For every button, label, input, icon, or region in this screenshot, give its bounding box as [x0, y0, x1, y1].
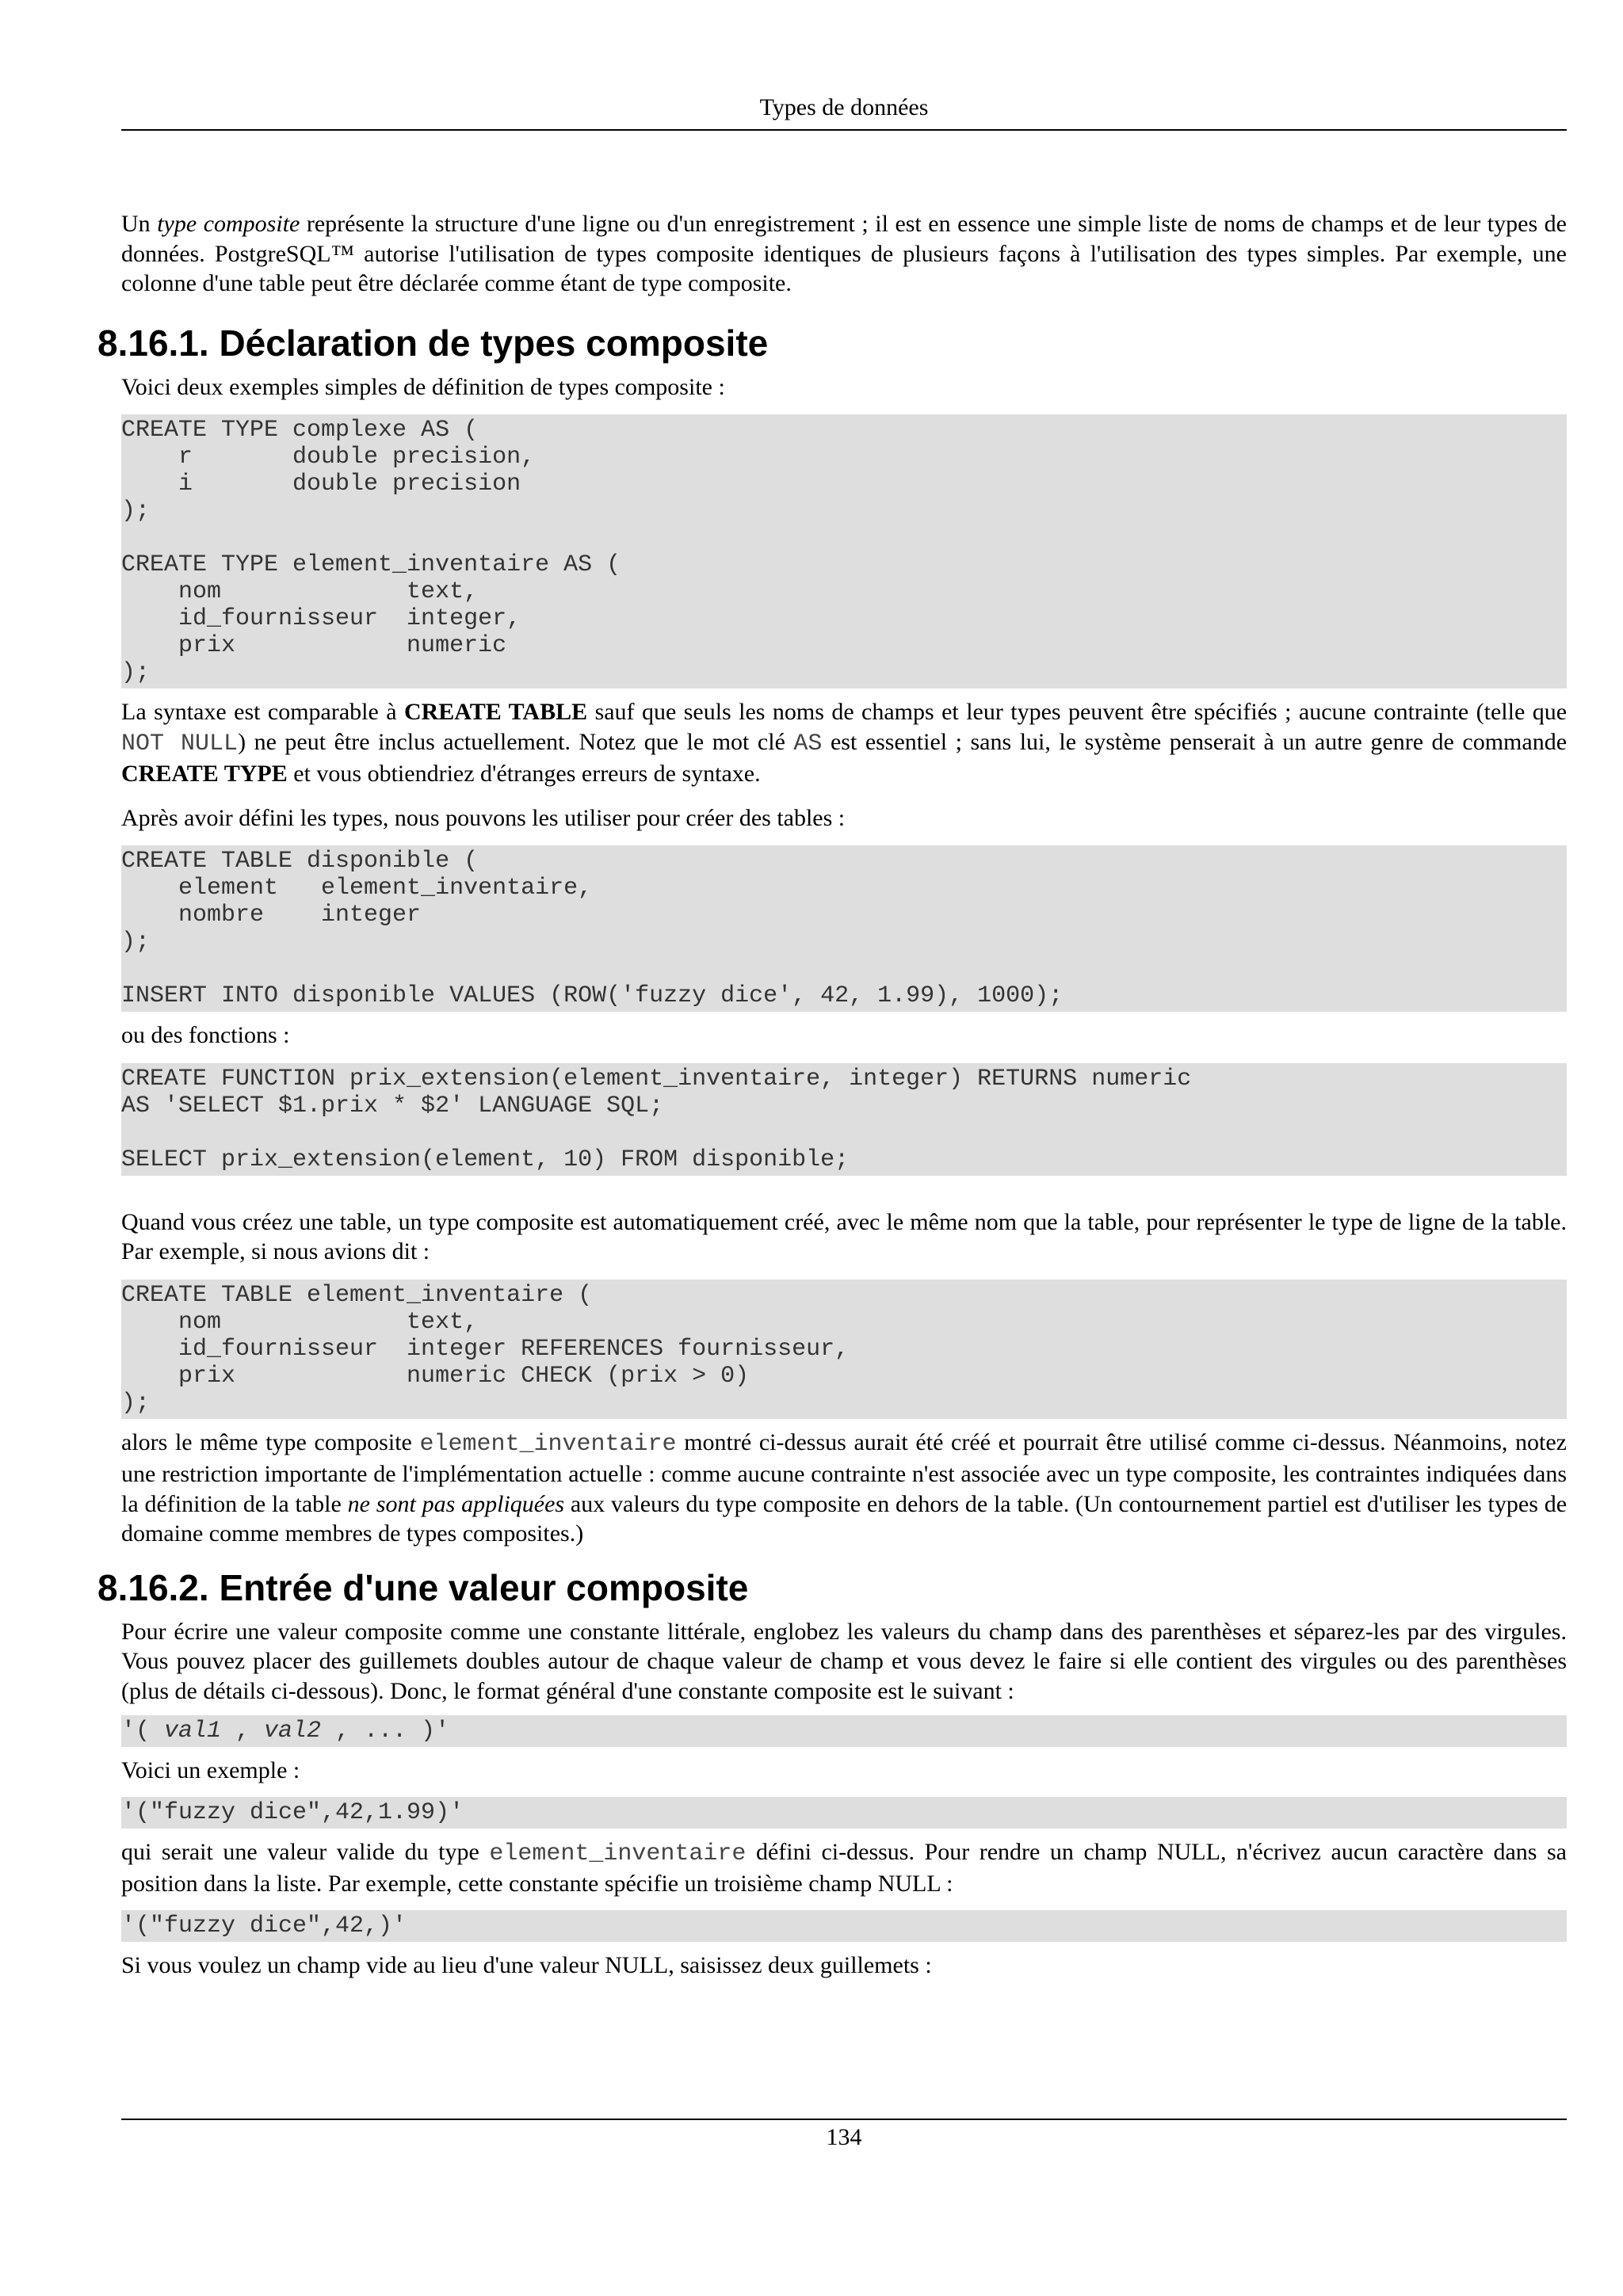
empty-field-paragraph: Si vous voulez un champ vide au lieu d'une valeur NULL, saisissez deux guillemets :	[121, 1951, 932, 1978]
code-block-create-table-element: CREATE TABLE element_inventaire ( nom text, id_fournisseur integer REFERENCES fournisseur, prix numeric CHECK (prix > 0) );	[121, 1280, 1567, 1419]
intro-emphasis: type composite	[157, 211, 300, 237]
restriction-emphasis: ne sont pas appliquées	[347, 1490, 565, 1517]
syntax-bold-create-type: CREATE TYPE	[121, 761, 288, 787]
syntax-text-d: ) ne peut être inclus actuellement. Notez que le mot clé	[238, 728, 794, 755]
format-val2: val2	[264, 1718, 322, 1745]
restriction-code: element_inventaire	[419, 1430, 677, 1458]
syntax-text-c: sauf que seuls les noms de champs et leur types peuvent être spécifiés ; aucune contrainte (telle que	[587, 699, 1568, 725]
syntax-paragraph	[121, 697, 1567, 789]
valid-value-paragraph	[121, 1837, 1567, 1899]
valid-text-a: qui serait une valeur valide du type	[121, 1838, 490, 1865]
valid-text-b: défini ci-dessus. Pour rendre un champ NULL, n'écrivez aucun caractère dans sa position dans la liste. Par exemple, cette constante spécifie un troisième champ NULL :	[121, 1838, 1567, 1897]
format-close: , ... )'	[321, 1718, 450, 1745]
restriction-paragraph	[121, 1428, 1567, 1549]
code-block-null-example: '("fuzzy dice",42,)'	[121, 1910, 1567, 1942]
table-type-paragraph: Quand vous créez une table, un type composite est automatiquement créé, avec le même nom que la table, pour représenter le type de ligne de la table. Par exemple, si nous avions dit :	[121, 1208, 1567, 1264]
code-block-create-type: CREATE TYPE complexe AS ( r double precision, i double precision ); CREATE TYPE element_inventaire AS ( nom text, id_fournisseur integer, prix numeric );	[121, 414, 1567, 688]
intro-text-a: Un	[121, 211, 158, 237]
restriction-text-c: aux valeurs du type composite en dehors de la table. (Un contournement partiel est d'utiliser les types de domaine comme membres de types composites.)	[121, 1490, 1568, 1547]
example-paragraph: Voici un exemple :	[121, 1757, 300, 1783]
section2-intro-paragraph: Pour écrire une valeur composite comme une constante littérale, englobez les valeurs du champ dans des parenthèses et séparez-les par des virgules. Vous pouvez placer des guillemets doubles autour de chaque valeur de champ et vous devez le faire si elle contient des virgules ou des parenthèses (plus de détails ci-dessous). Donc, le format général d'une constante composite est le suivant :	[121, 1618, 1567, 1704]
code-block-create-function: CREATE FUNCTION prix_extension(element_inventaire, integer) RETURNS numeric AS 'SELECT $1.prix * $2' LANGUAGE SQL; SELECT prix_extension(element, 10) FROM disponible;	[121, 1063, 1567, 1176]
header-rule	[121, 129, 1567, 131]
section-heading-8-16-1: 8.16.1. Déclaration de types composite	[97, 322, 769, 364]
syntax-bold-create-table: CREATE TABLE	[403, 699, 588, 725]
code-block-example: '("fuzzy dice",42,1.99)'	[121, 1797, 1567, 1829]
code-block-create-table-disponible: CREATE TABLE disponible ( element element_inventaire, nombre integer ); INSERT INTO disponible VALUES (ROW('fuzzy dice', 42, 1.99), 1000);	[121, 845, 1567, 1012]
functions-paragraph: ou des fonctions :	[121, 1022, 290, 1048]
code-block-format	[121, 1715, 1567, 1747]
syntax-code-as: AS	[793, 730, 823, 757]
format-open: '(	[121, 1718, 165, 1745]
page-content	[97, 209, 1568, 1980]
restriction-text-b: montré ci-dessus aurait été créé et pourrait être utilisé comme ci-dessus. Néanmoins, notez une restriction importante de l'implémentation actuelle : comme aucune contrainte n'est associée avec un type composite, les contraintes indiquées dans la définition de la table	[121, 1428, 1567, 1517]
syntax-code-not-null: NOT NULL	[121, 730, 239, 757]
syntax-text-a: La syntaxe est comparable à	[121, 699, 404, 725]
after-definition-paragraph: Après avoir défini les types, nous pouvons les utiliser pour créer des tables :	[121, 804, 846, 831]
running-header: Types de données	[759, 94, 929, 120]
syntax-text-e: est essentiel ; sans lui, le système penserait à un autre genre de commande	[822, 728, 1568, 755]
intro-paragraph	[121, 209, 1567, 299]
section-heading-8-16-2: 8.16.2. Entrée d'une valeur composite	[97, 1566, 749, 1608]
footer-rule	[121, 2119, 1567, 2120]
intro-text-b: représente la structure d'une ligne ou d'un enregistrement ; il est en essence une simple liste de noms de champs et de leur types de données. PostgreSQL™ autorise l'utilisation de types composite identiques de plusieurs façons à l'utilisation des types simples. Par exemple, une colonne d'une table peut être déclarée comme étant de type composite.	[121, 211, 1567, 296]
format-val1: val1	[164, 1718, 222, 1745]
section1-intro-paragraph: Voici deux exemples simples de définition de types composite :	[121, 373, 725, 400]
page-number: 134	[826, 2124, 862, 2150]
restriction-text-a: alors le même type composite	[121, 1428, 420, 1455]
valid-code: element_inventaire	[489, 1840, 747, 1867]
format-sep: ,	[221, 1718, 265, 1745]
syntax-text-f: et vous obtiendriez d'étranges erreurs de syntaxe.	[287, 761, 761, 787]
